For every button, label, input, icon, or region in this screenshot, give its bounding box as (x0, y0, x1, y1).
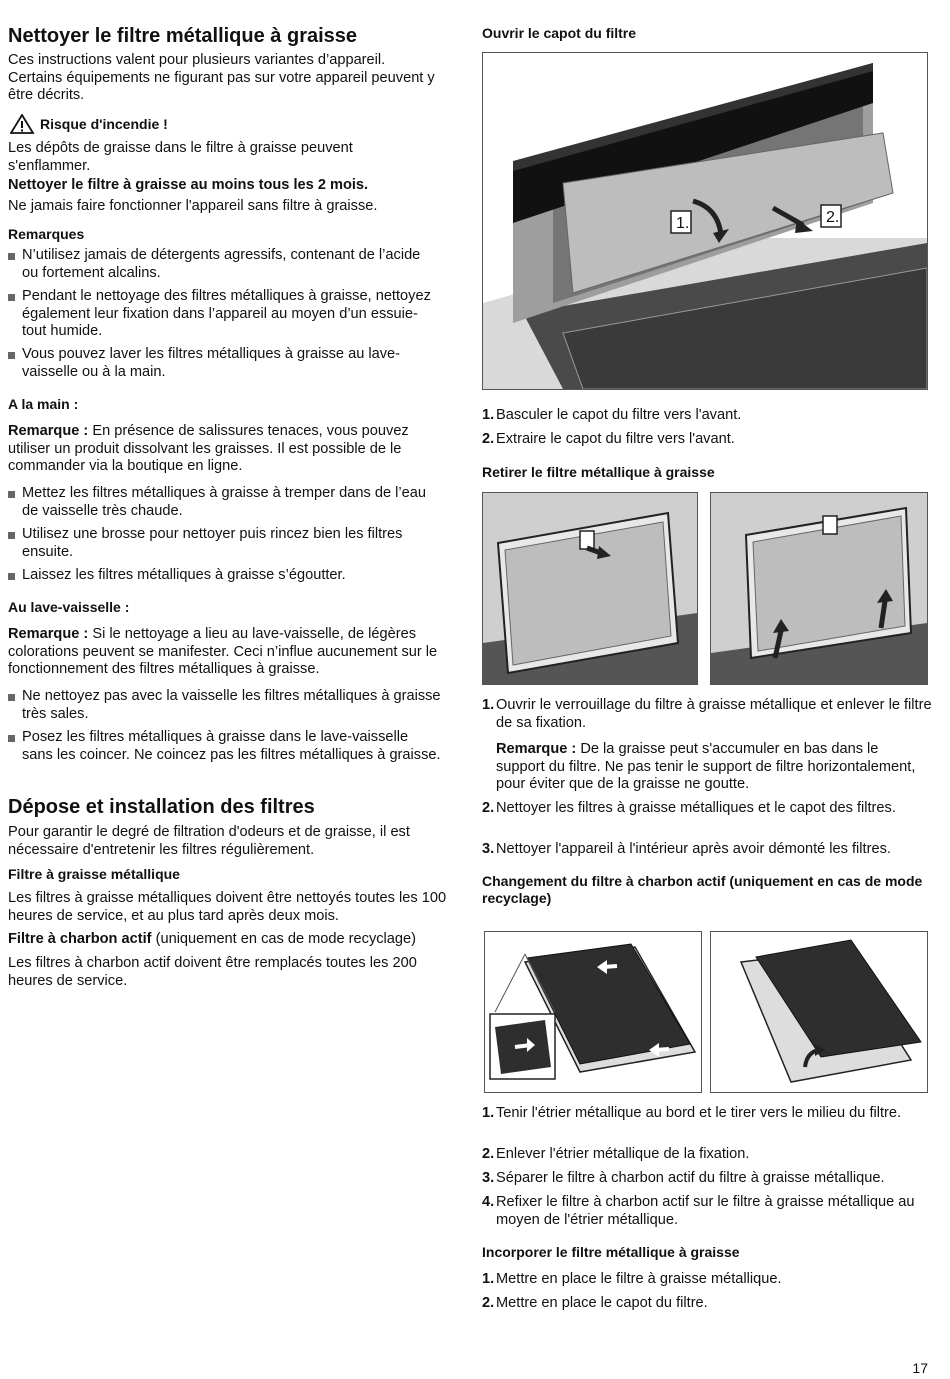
section-title-clean-filter: Nettoyer le filtre métallique à graisse (8, 25, 358, 47)
list-item: Utilisez une brosse pour nettoyer puis rincez bien les filtres ensuite. (8, 526, 442, 561)
list-item: N’utilisez jamais de détergents agressifs, contenant de l’acide ou fortement alcalins. (8, 247, 432, 282)
figure-remove-filter-b (710, 492, 928, 685)
remove-step: 3. Nettoyer l'appareil à l'intérieur après avoir démonté les filtres. (482, 841, 891, 857)
remark-text: De la graisse peut s'accumuler en bas dans le support du filtre. Ne pas tenir le support de filtre horizontalement, pour éviter que de la graisse ne goutte. (496, 741, 916, 792)
open-step: 1. Basculer le capot du filtre vers l'avant. (482, 407, 742, 423)
grease-filter-title: Filtre à graisse métallique (8, 866, 180, 882)
intro-text: Ces instructions valent pour plusieurs variantes d’appareil. Certains équipements ne figurant pas sur votre appareil peuvent y être décrits. (8, 52, 435, 103)
list-item: Pendant le nettoyage des filtres métalliques à graisse, nettoyez également leur fixation dans l’appareil au moyen d’un essuie-tout humide. (8, 288, 442, 341)
figure-open-cover (482, 52, 928, 390)
filter-lift-illustration (711, 493, 927, 684)
list-item: Ne nettoyez pas avec la vaisselle les filtres métalliques à graisse très sales. (8, 688, 442, 723)
change-charcoal-title: Changement du filtre à charbon actif (uniquement en cas de mode recyclage) (482, 873, 923, 906)
charcoal-filter-text: Les filtres à charbon actif doivent être remplacés toutes les 200 heures de service. (8, 955, 417, 989)
remove-step: 1. Ouvrir le verrouillage du filtre à graisse métallique et enlever le filtre de sa fixation. (482, 697, 932, 731)
warning-triangle-icon (10, 114, 36, 134)
by-hand-title: A la main : (8, 396, 79, 412)
charcoal-filter-label-rest: (uniquement en cas de mode recyclage) (151, 931, 417, 947)
remark-text: En présence de salissures tenaces, vous pouvez utiliser un produit dissolvant les graisses. Il est possible de le commander via la boutique en ligne. (8, 423, 409, 474)
charcoal-filter-label: Filtre à charbon actif (8, 931, 152, 947)
figure-charcoal-a (484, 931, 702, 1093)
filter-unlock-illustration (483, 493, 697, 684)
list-item: Vous pouvez laver les filtres métalliques à graisse au lave-vaisselle ou à la main. (8, 346, 442, 381)
remarques-title: Remarques (8, 226, 85, 242)
hood-illustration (483, 53, 927, 389)
change-step: 4. Refixer le filtre à charbon actif sur le filtre à graisse métallique au moyen de l'étrier métallique. (482, 1194, 915, 1228)
remark-label: Remarque : (496, 741, 577, 757)
list-item: Mettez les filtres métalliques à graisse à tremper dans de l’eau de vaisselle très chaude. (8, 485, 442, 520)
depose-intro: Pour garantir le degré de filtration d'odeurs et de graisse, il est nécessaire d'entretenir les filtres régulièrement. (8, 824, 410, 858)
grease-filter-text: Les filtres à graisse métalliques doivent être nettoyés toutes les 100 heures de service, et au plus tard après deux mois. (8, 890, 447, 924)
remove-step: 2. Nettoyer les filtres à graisse métalliques et le capot des filtres. (482, 800, 896, 816)
charcoal-separate-illustration (711, 932, 927, 1092)
incorporate-step: 1. Mettre en place le filtre à graisse métallique. (482, 1271, 782, 1287)
by-hand-remark (8, 423, 448, 476)
warning-title: Risque d'incendie ! (40, 116, 168, 132)
warning-text-2: Ne jamais faire fonctionner l'appareil sans filtre à graisse. (8, 198, 378, 214)
change-step: 1. Tenir l'étrier métallique au bord et le tirer vers le milieu du filtre. (482, 1105, 902, 1121)
incorporate-title: Incorporer le filtre métallique à graisse (482, 1244, 740, 1260)
charcoal-clip-illustration (485, 932, 701, 1092)
page-number: 17 (912, 1360, 928, 1376)
remark-text: Si le nettoyage a lieu au lave-vaisselle, de légères colorations peuvent se manifester. Ceci n’influe aucunement sur le fonctionnement des filtres métalliques à graisse. (8, 626, 438, 677)
list-item: Laissez les filtres métalliques à graisse s’égoutter. (8, 567, 442, 585)
figure-remove-filter-a (482, 492, 698, 685)
change-step: 2. Enlever l'étrier métallique de la fixation. (482, 1146, 750, 1162)
remark-label: Remarque : (8, 423, 89, 439)
dishwasher-title: Au lave-vaisselle : (8, 599, 130, 615)
warning-bold-text: Nettoyer le filtre à graisse au moins tous les 2 mois. (8, 177, 369, 193)
section-title-remove-install: Dépose et installation des filtres (8, 796, 315, 818)
step-label: 1. (676, 215, 690, 232)
incorporate-step: 2. Mettre en place le capot du filtre. (482, 1295, 708, 1311)
remove-filter-title: Retirer le filtre métallique à graisse (482, 464, 715, 480)
open-cover-title: Ouvrir le capot du filtre (482, 25, 637, 41)
change-step: 3. Séparer le filtre à charbon actif du filtre à graisse métallique. (482, 1170, 885, 1186)
charcoal-filter-heading (8, 931, 456, 949)
remark-label: Remarque : (8, 626, 89, 642)
figure-charcoal-b (710, 931, 928, 1093)
step-label: 2. (826, 209, 840, 226)
remove-remark (496, 741, 926, 794)
dishwasher-remark (8, 626, 450, 679)
warning-text: Les dépôts de graisse dans le filtre à graisse peuvent s'enflammer. (8, 140, 353, 174)
list-item: Posez les filtres métalliques à graisse dans le lave-vaisselle sans les coincer. Ne coincez pas les filtres métalliques à graisse. (8, 729, 442, 764)
open-step: 2. Extraire le capot du filtre vers l'avant. (482, 431, 735, 447)
